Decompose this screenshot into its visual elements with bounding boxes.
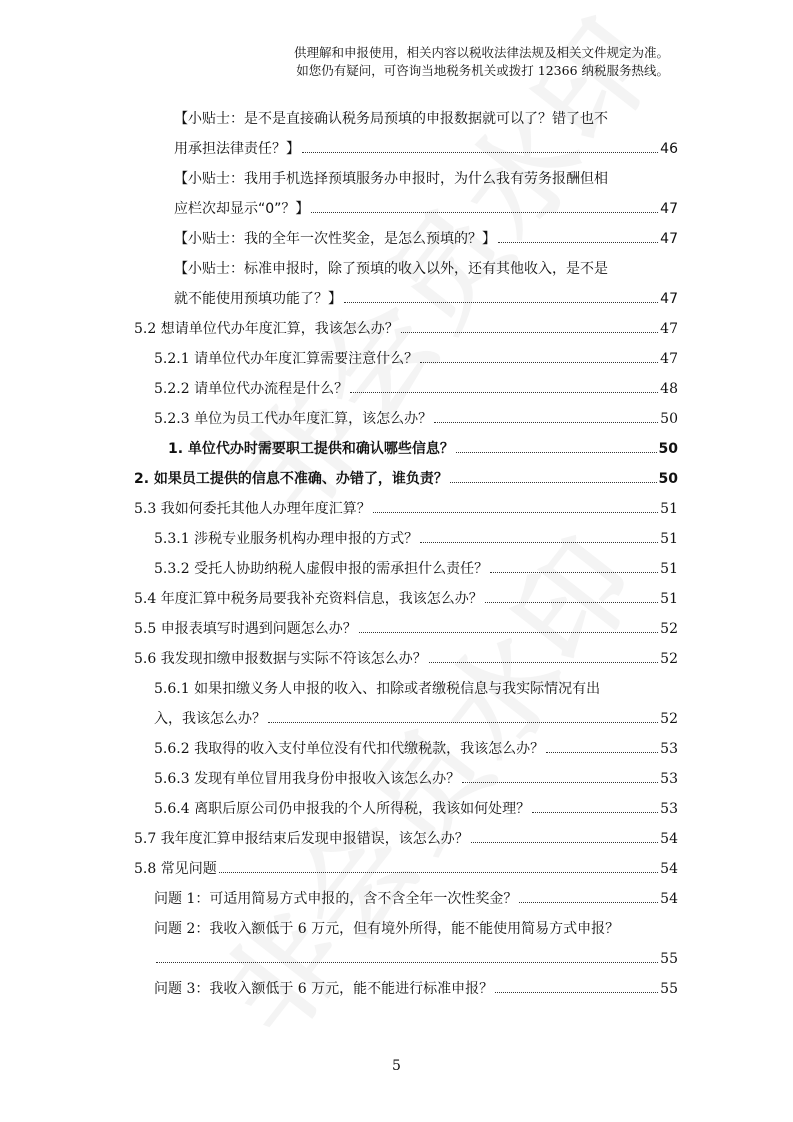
toc-entry-text: 5.3 我如何委托其他人办理年度汇算？ [134,501,371,517]
toc-entry-text: 5.2.3 单位为员工代办年度汇算，该怎么办？ [154,411,433,427]
toc-page-number: 53 [660,771,678,787]
toc-entry[interactable] [134,584,678,614]
toc-entry[interactable] [154,764,678,794]
toc-entry-text-line1: 5.6.1 如果扣缴义务人申报的收入、扣除或者缴税信息与我实际情况有出 [154,681,601,697]
toc-entry[interactable] [168,434,678,464]
toc-entry-text: 问题 3：我收入额低于 6 万元，能不能进行标准申报？ [154,981,494,997]
toc-entry[interactable] [174,164,678,224]
toc-entry[interactable] [154,374,678,404]
leader-dots [311,212,658,213]
toc-entry[interactable] [154,554,678,584]
toc-page-number: 47 [660,291,678,307]
toc-page-number: 55 [660,981,678,997]
toc-entry[interactable] [154,674,678,734]
leader-dots [420,542,658,543]
toc-page-number: 52 [660,711,678,727]
toc-entry-text: 5.3.1 涉税专业服务机构办理申报的方式？ [154,531,419,547]
leader-dots [429,662,658,663]
toc-entry-text: 5.2 想请单位代办年度汇算，我该怎么办？ [134,321,399,337]
toc-entry[interactable] [134,854,678,884]
toc-entry[interactable] [174,254,678,314]
toc-entry-text-line1: 【小贴士：我用手机选择预填服务办申报时，为什么我有劳务报酬但相 [174,171,608,187]
toc-page-number: 55 [660,951,678,967]
toc-page-number: 52 [660,651,678,667]
page-number: 5 [392,1058,401,1074]
toc-page-number: 46 [660,141,678,157]
toc-entry-text: 5.6.3 发现有单位冒用我身份申报收入该怎么办？ [154,771,461,787]
toc-entry[interactable] [154,344,678,374]
toc-entry-text-line1: 【小贴士：是不是直接确认税务局预填的申报数据就可以了？错了也不 [174,111,608,127]
toc-entry[interactable] [154,524,678,554]
leader-dots [485,602,658,603]
toc-entry[interactable] [154,734,678,764]
toc-page-number: 51 [660,531,678,547]
toc-page-number: 54 [660,831,678,847]
page-header [294,44,669,80]
toc-entry-text: 入，我该怎么办？ [154,711,266,727]
toc-entry[interactable] [154,884,678,914]
toc-page-number: 54 [660,861,678,877]
leader-dots [302,152,658,153]
toc-entry-text: 【小贴士：我的全年一次性奖金，是怎么预填的？】 [174,231,496,247]
leader-dots [471,842,658,843]
header-line-2: 如您仍有疑问，可咨询当地税务机关或拨打 12366 纳税服务热线。 [296,63,669,78]
toc-entry-text: 5.6.2 我取得的收入支付单位没有代扣代缴税款，我该怎么办？ [154,741,545,757]
toc-entry-text: 5.8 常见问题 [134,861,217,877]
toc-entry[interactable] [134,464,678,494]
toc-entry[interactable] [154,794,678,824]
toc-entry[interactable] [134,644,678,674]
toc-page-number: 50 [658,471,678,487]
toc-entry-text: 就不能使用预填功能了？】 [174,291,342,307]
leader-dots [373,512,658,513]
toc-entry-text: 用承担法律责任？】 [174,141,300,157]
toc-entry-text: 5.6.4 离职后原公司仍申报我的个人所得税，我该如何处理？ [154,801,531,817]
header-line-1: 供理解和申报使用，相关内容以税收法律法规及相关文件规定为准。 [293,45,669,60]
toc-page-number: 47 [660,201,678,217]
leader-dots [490,572,658,573]
leader-dots [401,332,658,333]
toc-entry[interactable] [134,494,678,524]
toc-entry[interactable] [174,104,678,164]
toc-entry[interactable] [174,224,678,254]
toc-entry-text-line1: 【小贴士：标准申报时，除了预填的收入以外，还有其他收入，是不是 [174,261,608,277]
toc-entry-text: 5.3.2 受托人协助纳税人虚假申报的需承担什么责任？ [154,561,489,577]
toc-entry[interactable] [134,824,678,854]
leader-dots [495,992,658,993]
toc-page-number: 52 [660,621,678,637]
toc-entry-text: 1. 单位代办时需要职工提供和确认哪些信息？ [168,441,454,457]
leader-dots [434,422,658,423]
toc-page-number: 51 [660,561,678,577]
leader-dots [456,452,657,453]
leader-dots [450,482,657,483]
toc-entry-text: 5.2.1 请单位代办年度汇算需要注意什么？ [154,351,419,367]
toc-page-number: 47 [660,351,678,367]
leader-dots [268,722,658,723]
leader-dots [498,242,658,243]
leader-dots [546,752,658,753]
toc-page-number: 51 [660,591,678,607]
leader-dots [420,362,658,363]
toc-page-number: 48 [660,381,678,397]
toc-page-number: 50 [658,441,678,457]
leader-dots [359,632,658,633]
toc-page-number: 53 [660,801,678,817]
toc-entry[interactable] [154,404,678,434]
toc-entry[interactable] [154,974,678,1004]
toc-page-number: 51 [660,501,678,517]
toc-entry[interactable] [134,314,678,344]
leader-dots [219,872,658,873]
toc-entry-text: 5.2.2 请单位代办流程是什么？ [154,381,349,397]
toc-entry-text-line1: 问题 2：我收入额低于 6 万元，但有境外所得，能不能使用简易方式申报？ [154,921,620,937]
toc-page-number: 54 [660,891,678,907]
toc-page-number: 47 [660,321,678,337]
toc-page-number: 53 [660,741,678,757]
toc-entry[interactable] [154,914,678,974]
toc-entry[interactable] [134,614,678,644]
toc-entry-text: 2. 如果员工提供的信息不准确、办错了，谁负责？ [134,471,448,487]
toc-entry-text: 5.7 我年度汇算申报结束后发现申报错误，该怎么办？ [134,831,469,847]
leader-dots [462,782,658,783]
toc-page-number: 47 [660,231,678,247]
leader-dots [344,302,658,303]
toc-entry-text: 问题 1：可适用简易方式申报的，含不含全年一次性奖金？ [154,891,518,907]
toc-entry-text: 5.6 我发现扣缴申报数据与实际不符该怎么办？ [134,651,427,667]
toc-entry-text: 应栏次却显示“0”？】 [174,201,310,217]
toc-entry-text: 5.5 申报表填写时遇到问题怎么办？ [134,621,357,637]
leader-dots [532,812,658,813]
leader-dots [156,962,658,963]
toc-page-number: 50 [660,411,678,427]
leader-dots [519,902,658,903]
leader-dots [350,392,658,393]
toc-entry-text: 5.4 年度汇算中税务局要我补充资料信息，我该怎么办？ [134,591,483,607]
